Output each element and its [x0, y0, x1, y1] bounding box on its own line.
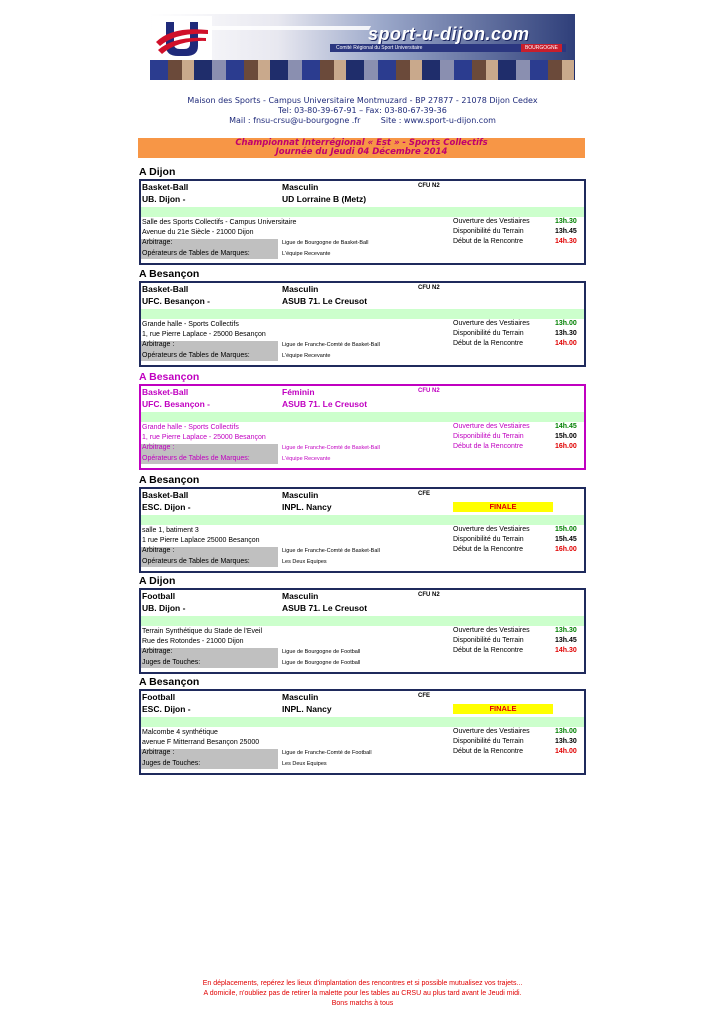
arbitrage-label: Arbitrage : [142, 749, 175, 756]
match-away-team: ASUB 71. Le Creusot [282, 399, 368, 409]
match-level: CFU N2 [418, 285, 440, 291]
footer-line-2: A domicile, n'oubliez pas de retirer la malette pour les tables au CRSU au plus tard avant le Jeudi midi. [203, 990, 522, 997]
phone-line: Tel: 03-80-39-67-91 – Fax: 03-80-67-39-36 [278, 106, 447, 115]
footer-notes [150, 979, 575, 1009]
match-gender: Masculin [282, 284, 319, 294]
arbitrage-label: Arbitrage: [142, 239, 173, 246]
vestiaires-time: 13h.30 [555, 627, 577, 634]
match-location: A Besançon [139, 676, 200, 688]
match-gender: Masculin [282, 490, 319, 500]
officials-value: L'équipe Recevante [282, 251, 331, 257]
vestiaires-label: Ouverture des Vestiaires [453, 218, 530, 225]
match-card [139, 179, 586, 265]
vestiaires-label: Ouverture des Vestiaires [453, 627, 530, 634]
match-away-team: INPL. Nancy [282, 502, 332, 512]
terrain-label: Disponibilité du Terrain [453, 433, 524, 440]
vestiaires-time: 15h.00 [555, 526, 577, 533]
footer-line-3: Bons matchs à tous [331, 1000, 394, 1007]
match-level: CFE [418, 491, 430, 497]
debut-label: Début de la Rencontre [453, 238, 524, 245]
debut-time: 16h.00 [555, 443, 577, 450]
match-level: CFE [418, 693, 430, 699]
page-title [138, 138, 585, 158]
arbitrage-label: Arbitrage : [142, 547, 175, 554]
debut-time: 14h.30 [555, 238, 577, 245]
match-venue: Malcombe 4 synthétique [142, 729, 218, 736]
arbitrage-value: Ligue de Franche-Comté de Basket-Ball [282, 342, 380, 348]
match-home-team: ESC. Dijon - [142, 502, 191, 512]
match-venue: Terrain Synthétique du Stade de l'Eveil [142, 628, 263, 635]
match-card [139, 689, 586, 775]
arbitrage-value: Ligue de Franche-Comté de Basket-Ball [282, 548, 380, 554]
banner-brand: sport-u-dijon.com [368, 24, 530, 44]
terrain-label: Disponibilité du Terrain [453, 536, 524, 543]
match-location: A Besançon [139, 371, 200, 383]
match-home-team: UFC. Besançon - [142, 296, 211, 306]
debut-time: 16h.00 [555, 546, 577, 553]
debut-label: Début de la Rencontre [453, 647, 524, 654]
cr-sport-u-logo [152, 16, 212, 64]
officials-value: Les Deux Equipes [282, 559, 327, 565]
banner-photo-strip [150, 60, 575, 80]
match-gender: Féminin [282, 387, 315, 397]
vestiaires-label: Ouverture des Vestiaires [453, 423, 530, 430]
match-address: Avenue du 21e Siècle - 21000 Dijon [142, 229, 254, 236]
officials-value: Ligue de Bourgogne de Football [282, 660, 361, 666]
match-away-team: ASUB 71. Le Creusot [282, 296, 368, 306]
debut-time: 14h.30 [555, 647, 577, 654]
match-sport: Basket-Ball [142, 490, 189, 500]
officials-label: Opérateurs de Tables de Marques: [142, 558, 250, 565]
arbitrage-value: Ligue de Bourgogne de Football [282, 649, 361, 655]
arbitrage-value: Ligue de Bourgogne de Basket-Ball [282, 240, 369, 246]
match-away-team: ASUB 71. Le Creusot [282, 603, 368, 613]
title-line-2: Journée du Jeudi 04 Décembre 2014 [275, 147, 448, 157]
vestiaires-time: 14h.45 [555, 423, 577, 430]
match-address: avenue F Mitterrand Besançon 25000 [142, 739, 260, 746]
match-sport: Football [142, 591, 176, 601]
match-home-team: UB. Dijon - [142, 194, 186, 204]
match-gender: Masculin [282, 591, 319, 601]
terrain-time: 13h.45 [555, 228, 577, 235]
officials-label: Opérateurs de Tables de Marques: [142, 455, 250, 462]
vestiaires-time: 13h.30 [555, 218, 577, 225]
match-address: 1 rue Pierre Laplace 25000 Besançon [142, 537, 260, 544]
banner-swoosh [209, 26, 371, 30]
match-address: Rue des Rotondes - 21000 Dijon [142, 638, 244, 645]
debut-label: Début de la Rencontre [453, 546, 524, 553]
match-sport: Basket-Ball [142, 284, 189, 294]
terrain-time: 15h.45 [555, 536, 577, 543]
title-line-1: Championnat Interrégional « Est » - Sports Collectifs [235, 138, 488, 148]
match-home-team: UB. Dijon - [142, 603, 186, 613]
finale-badge: FINALE [453, 704, 553, 714]
match-venue: Salle des Sports Collectifs - Campus Universitaire [142, 219, 297, 226]
vestiaires-time: 13h.00 [555, 320, 577, 327]
match-location: A Dijon [139, 575, 176, 587]
debut-time: 14h.00 [555, 340, 577, 347]
terrain-time: 15h.00 [555, 433, 577, 440]
vestiaires-time: 13h.00 [555, 728, 577, 735]
officials-value: L'équipe Recevante [282, 456, 331, 462]
arbitrage-label: Arbitrage : [142, 341, 175, 348]
match-location: A Besançon [139, 474, 200, 486]
match-spacer-band [141, 309, 584, 319]
address-line: Maison des Sports - Campus Universitaire Montmuzard - BP 27877 - 21078 Dijon Cedex [187, 96, 538, 105]
banner-region: BOURGOGNE [521, 44, 562, 52]
banner-subtitle [330, 44, 566, 52]
match-spacer-band [141, 616, 584, 626]
match-location: A Dijon [139, 166, 176, 178]
arbitrage-label: Arbitrage: [142, 648, 173, 655]
match-venue: Grande halle - Sports Collectifs [142, 321, 239, 328]
match-level: CFU N2 [418, 183, 440, 189]
match-address: 1, rue Pierre Laplace - 25000 Besançon [142, 434, 266, 441]
officials-label: Juges de Touches: [142, 760, 201, 767]
match-away-team: UD Lorraine B (Metz) [282, 194, 367, 204]
terrain-time: 13h.45 [555, 637, 577, 644]
banner-image [150, 14, 575, 80]
contact-line: Mail : fnsu-crsu@u-bourgogne .fr Site : www.sport-u-dijon.com [229, 116, 496, 125]
match-home-team: UFC. Besançon - [142, 399, 211, 409]
terrain-time: 13h.30 [555, 738, 577, 745]
match-home-team: ESC. Dijon - [142, 704, 191, 714]
match-address: 1, rue Pierre Laplace - 25000 Besançon [142, 331, 266, 338]
officials-value: L'équipe Recevante [282, 353, 331, 359]
match-venue: salle 1, batiment 3 [142, 527, 199, 534]
match-level: CFU N2 [418, 388, 440, 394]
match-gender: Masculin [282, 692, 319, 702]
match-level: CFU N2 [418, 592, 440, 598]
match-card [139, 384, 586, 470]
debut-time: 14h.00 [555, 748, 577, 755]
match-card [139, 487, 586, 573]
match-gender: Masculin [282, 182, 319, 192]
address-header [150, 96, 575, 126]
match-sport: Basket-Ball [142, 387, 189, 397]
match-spacer-band [141, 515, 584, 525]
arbitrage-label: Arbitrage : [142, 444, 175, 451]
officials-value: Les Deux Equipes [282, 761, 327, 767]
banner-subtitle-text: Comité Régional du Sport Universitaire [336, 45, 423, 51]
finale-badge: FINALE [453, 502, 553, 512]
terrain-label: Disponibilité du Terrain [453, 330, 524, 337]
debut-label: Début de la Rencontre [453, 748, 524, 755]
terrain-label: Disponibilité du Terrain [453, 637, 524, 644]
debut-label: Début de la Rencontre [453, 340, 524, 347]
match-card [139, 281, 586, 367]
vestiaires-label: Ouverture des Vestiaires [453, 728, 530, 735]
match-spacer-band [141, 412, 584, 422]
match-sport: Football [142, 692, 176, 702]
match-away-team: INPL. Nancy [282, 704, 332, 714]
vestiaires-label: Ouverture des Vestiaires [453, 320, 530, 327]
match-spacer-band [141, 207, 584, 217]
match-spacer-band [141, 717, 584, 727]
officials-label: Juges de Touches: [142, 659, 201, 666]
match-card [139, 588, 586, 674]
officials-label: Opérateurs de Tables de Marques: [142, 250, 250, 257]
vestiaires-label: Ouverture des Vestiaires [453, 526, 530, 533]
footer-line-1: En déplacements, repérez les lieux d'implantation des rencontres et si possible mutualisez vos trajets... [202, 980, 523, 987]
terrain-label: Disponibilité du Terrain [453, 738, 524, 745]
arbitrage-value: Ligue de Franche-Comté de Football [282, 750, 372, 756]
arbitrage-value: Ligue de Franche-Comté de Basket-Ball [282, 445, 380, 451]
terrain-time: 13h.30 [555, 330, 577, 337]
officials-label: Opérateurs de Tables de Marques: [142, 352, 250, 359]
match-venue: Grande halle - Sports Collectifs [142, 424, 239, 431]
terrain-label: Disponibilité du Terrain [453, 228, 524, 235]
match-sport: Basket-Ball [142, 182, 189, 192]
match-location: A Besançon [139, 268, 200, 280]
debut-label: Début de la Rencontre [453, 443, 524, 450]
